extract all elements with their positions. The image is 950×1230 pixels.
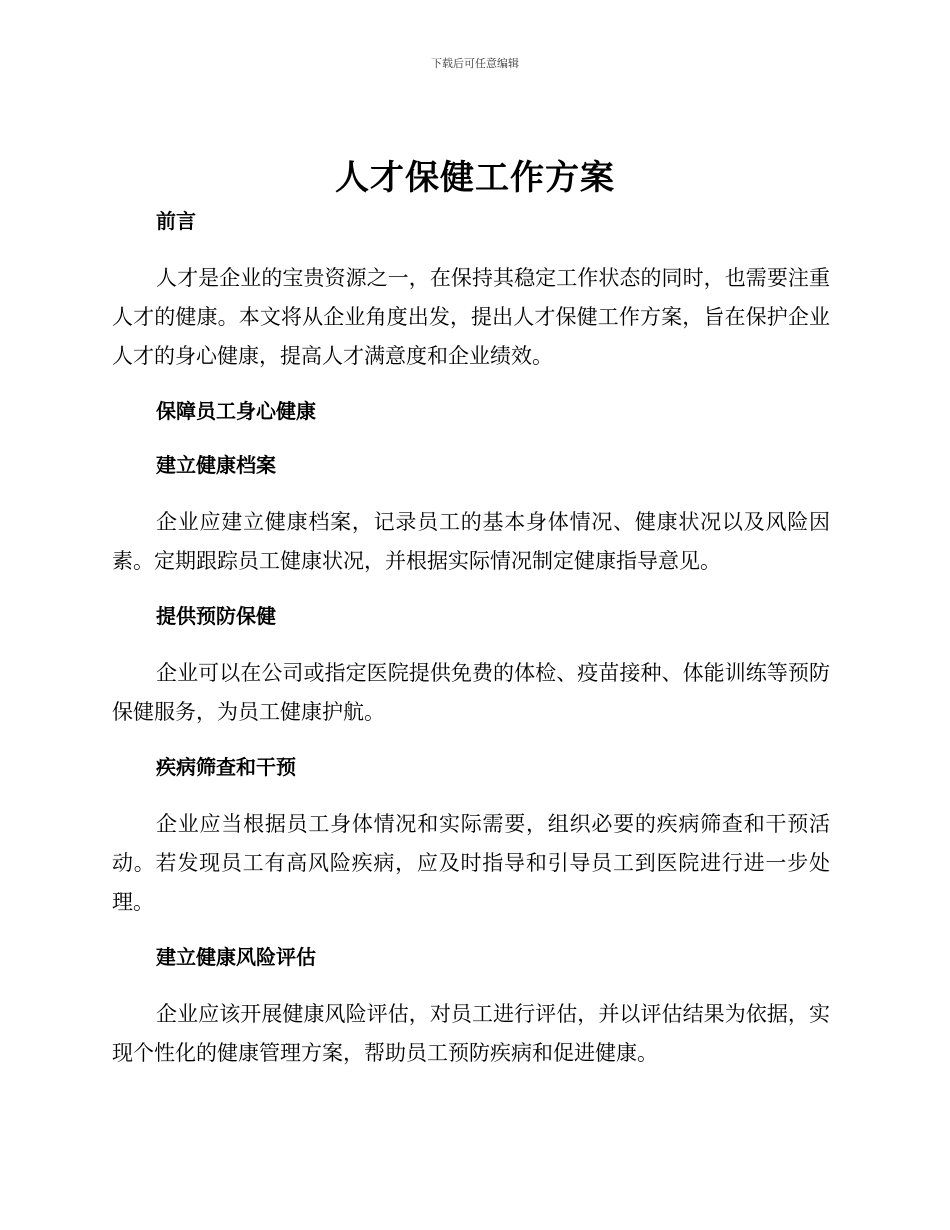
header-note: 下载后可任意编辑 xyxy=(431,57,519,70)
section-heading-health-records: 建立健康档案 xyxy=(156,453,276,477)
section-heading-risk-assessment: 建立健康风险评估 xyxy=(156,945,316,969)
paragraph-health-records: 企业应建立健康档案，记录员工的基本身体情况、健康状况以及风险因素。定期跟踪员工健康状况，并根据实际情况制定健康指导意见。 xyxy=(112,510,830,573)
paragraph-risk-assessment: 企业应该开展健康风险评估，对员工进行评估，并以评估结果为依据，实现个性化的健康管理方案，帮助员工预防疾病和促进健康。 xyxy=(112,1002,830,1065)
paragraph-preface: 人才是企业的宝贵资源之一，在保持其稳定工作状态的同时，也需要注重人才的健康。本文将从企业角度出发，提出人才保健工作方案，旨在保护企业人才的身心健康，提高人才满意度和企业绩效。 xyxy=(112,266,830,368)
section-heading-preventive-care: 提供预防保健 xyxy=(156,604,276,628)
document-body xyxy=(112,205,830,1073)
section-heading-screening: 疾病筛查和干预 xyxy=(156,755,296,779)
document-title: 人才保健工作方案 xyxy=(335,158,615,198)
paragraph-preventive-care: 企业可以在公司或指定医院提供免费的体检、疫苗接种、体能训练等预防保健服务，为员工健康护航。 xyxy=(112,661,830,724)
paragraph-screening: 企业应当根据员工身体情况和实际需要，组织必要的疾病筛查和干预活动。若发现员工有高风险疾病，应及时指导和引导员工到医院进行进一步处理。 xyxy=(112,812,830,914)
section-heading-health: 保障员工身心健康 xyxy=(156,399,316,423)
section-heading-preface: 前言 xyxy=(156,209,196,233)
